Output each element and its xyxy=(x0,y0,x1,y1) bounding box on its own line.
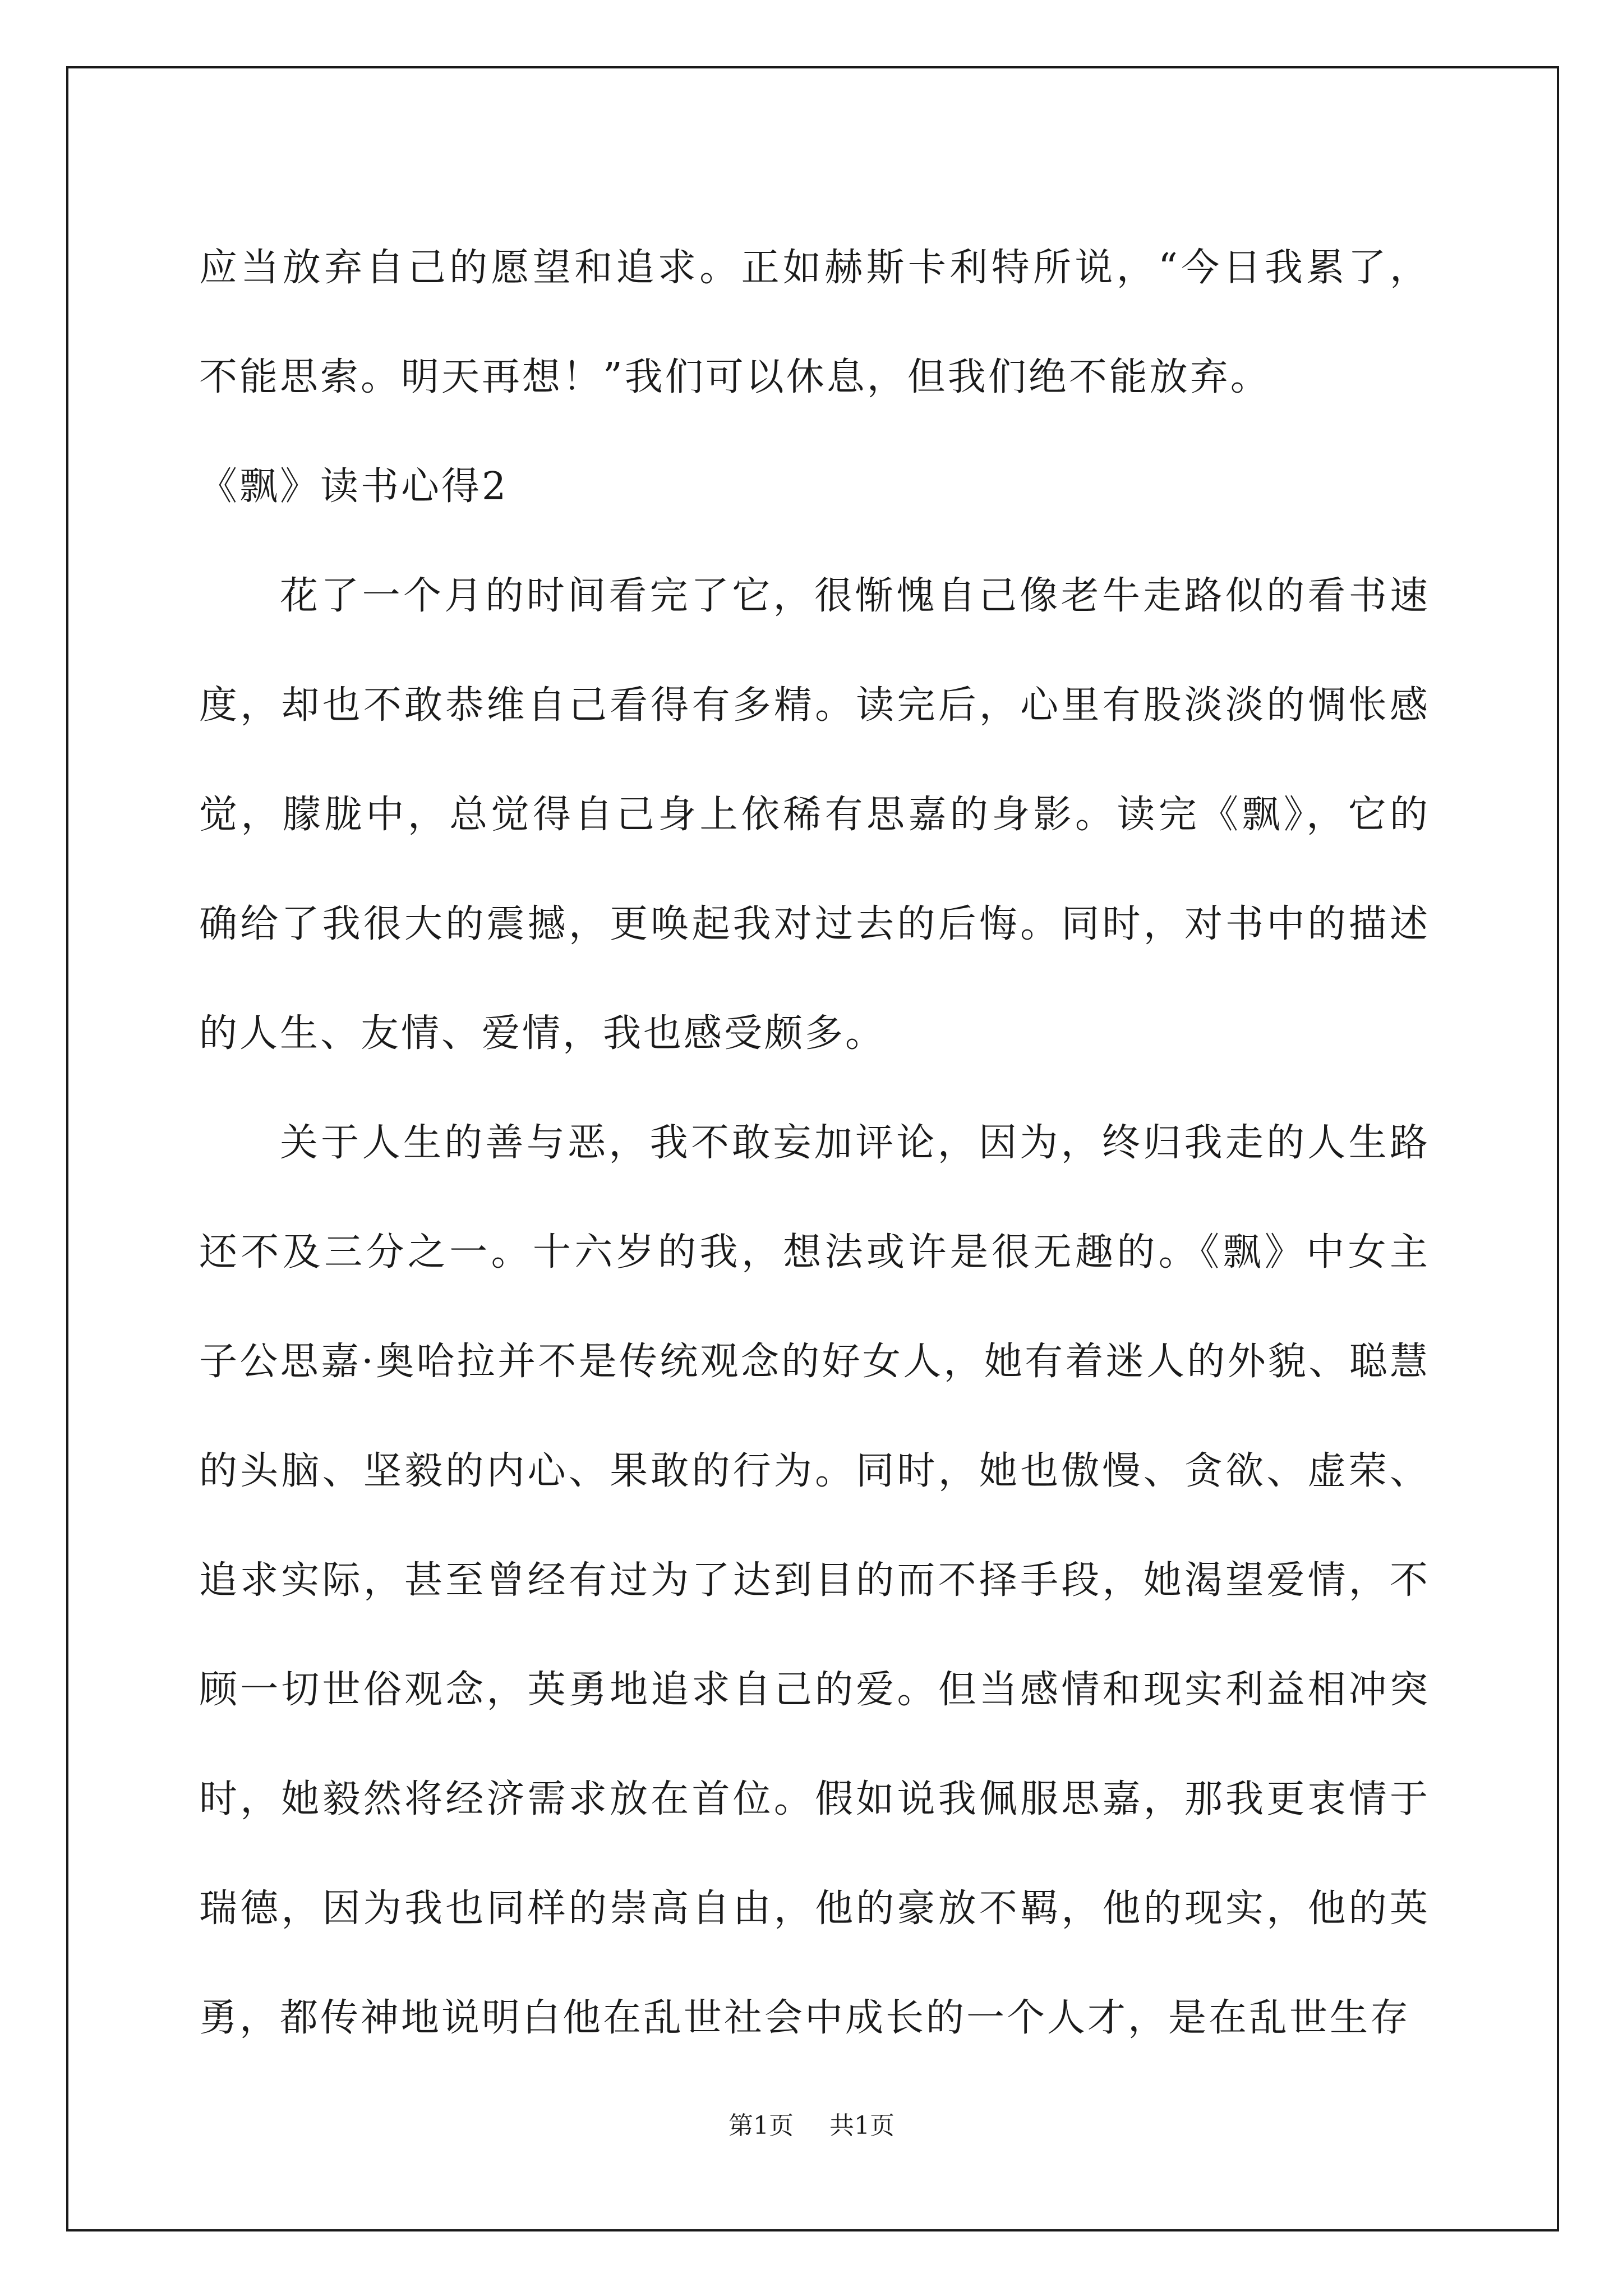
section-heading: 《飘》读书心得2 xyxy=(199,464,509,509)
paragraph-reading-feelings: 花了一个月的时间看完了它，很惭愧自己像老牛走路似的看书速度，却也不敢恭维自己看得有多精。读完后，心里有股淡淡的惆怅感觉，朦胧中，总觉得自己身上依稀有思嘉的身影。读完《飘》，它的确给了我很大的震撼，更唤起我对过去的后悔。同时，对书中的描述的人生、友情、爱情，我也感受颇多。 xyxy=(199,574,1430,1056)
paragraph-continuation: 应当放弃自己的愿望和追求。正如赫斯卡利特所说，“今日我累了，不能思索。明天再想！”我们可以休息，但我们绝不能放弃。 xyxy=(199,246,1430,399)
paragraph-life-good-evil: 关于人生的善与恶，我不敢妄加评论，因为，终归我走的人生路还不及三分之一。十六岁的我，想法或许是很无趣的。《飘》中女主子公思嘉·奥哈拉并不是传统观念的好女人，她有着迷人的外貌、聪慧的头脑、坚毅的内心、果敢的行为。同时，她也傲慢、贪欲、虚荣、追求实际，甚至曾经有过为了达到目的而不择手段，她渴望爱情，不顾一切世俗观念，英勇地追求自己的爱。但当感情和现实利益相冲突时，她毅然将经济需求放在首位。假如说我佩服思嘉，那我更衷情于瑞德，因为我也同样的崇高自由，他的豪放不羁，他的现实，他的英勇，都传神地说明白他在乱世社会中成长的一个人才，是在乱世生存 xyxy=(199,1121,1430,2040)
page-total: 共1页 xyxy=(829,2111,895,2140)
page-number: 第1页 xyxy=(728,2111,794,2140)
document-body xyxy=(199,213,1430,2073)
page-footer xyxy=(0,2109,1623,2143)
